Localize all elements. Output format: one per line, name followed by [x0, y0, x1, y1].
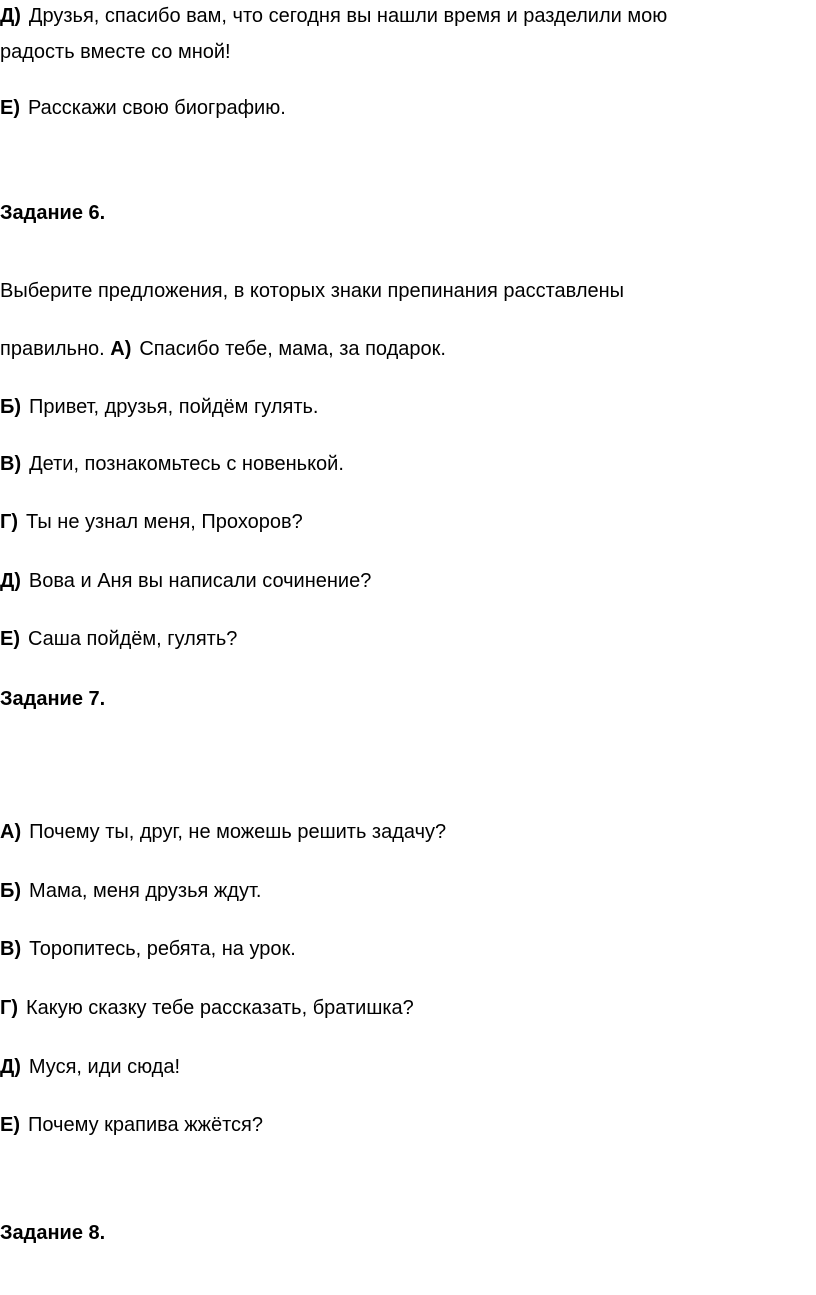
- option-marker: А): [0, 821, 22, 843]
- task6-option-b: [0, 395, 318, 419]
- option-marker: Д): [0, 5, 21, 27]
- option-text: Ты не узнал меня, Прохоров?: [26, 511, 303, 533]
- task6-option-d: [0, 569, 371, 593]
- option-text: Муся, иди сюда!: [28, 1056, 181, 1078]
- option-marker: Д): [0, 1056, 21, 1078]
- option-text: Привет, друзья, пойдём гулять.: [29, 396, 319, 418]
- option-marker: В): [0, 938, 22, 960]
- task7-option-v: [0, 937, 296, 961]
- task7-option-a: [0, 820, 446, 844]
- task6-option-v: [0, 452, 344, 476]
- instruction-text: правильно.: [0, 338, 105, 360]
- option-text: Саша пойдём, гулять?: [28, 628, 238, 650]
- option-marker: Д): [0, 570, 21, 592]
- task6-heading: Задание 6.: [0, 202, 106, 224]
- option-text: Торопитесь, ребята, на урок.: [29, 938, 296, 960]
- option-marker: А): [110, 338, 132, 360]
- option-marker: В): [0, 453, 22, 475]
- option-text: Почему ты, друг, не можешь решить задачу?: [29, 821, 447, 843]
- task6-instruction-line2: [0, 337, 446, 361]
- option-text: Спасибо тебе, мама, за подарок.: [139, 338, 446, 360]
- task7-option-d: [0, 1055, 180, 1079]
- option-text-continued: радость вместе со мной!: [0, 41, 231, 63]
- option-marker: Г): [0, 511, 18, 533]
- task7-option-b: [0, 879, 261, 903]
- option-text: Дети, познакомьтесь с новенькой.: [29, 453, 344, 475]
- option-marker: Б): [0, 396, 22, 418]
- option-text: Друзья, спасибо вам, что сегодня вы нашли время и разделили мою: [28, 5, 668, 27]
- option-text: Расскажи свою биографию.: [28, 97, 286, 119]
- option-marker: Г): [0, 997, 18, 1019]
- option-text: Какую сказку тебе рассказать, братишка?: [26, 997, 414, 1019]
- option-e: [0, 96, 286, 120]
- option-text: Почему крапива жжётся?: [28, 1114, 263, 1136]
- option-marker: Е): [0, 628, 20, 650]
- task6-option-e: [0, 627, 237, 651]
- option-text: Вова и Аня вы написали сочинение?: [28, 570, 372, 592]
- task7-heading: Задание 7.: [0, 688, 106, 710]
- task7-option-e: [0, 1113, 263, 1137]
- option-text: Мама, меня друзья ждут.: [29, 880, 262, 902]
- task6-option-g: [0, 510, 303, 534]
- option-d-line1: [0, 4, 667, 28]
- task8-heading: Задание 8.: [0, 1222, 106, 1244]
- option-d-line2: [0, 40, 231, 64]
- task7-option-g: [0, 996, 414, 1020]
- task6-instruction-line1: Выберите предложения, в которых знаки препинания расставлены: [0, 280, 625, 302]
- option-marker: Б): [0, 880, 22, 902]
- option-marker: Е): [0, 1114, 20, 1136]
- option-marker: Е): [0, 97, 20, 119]
